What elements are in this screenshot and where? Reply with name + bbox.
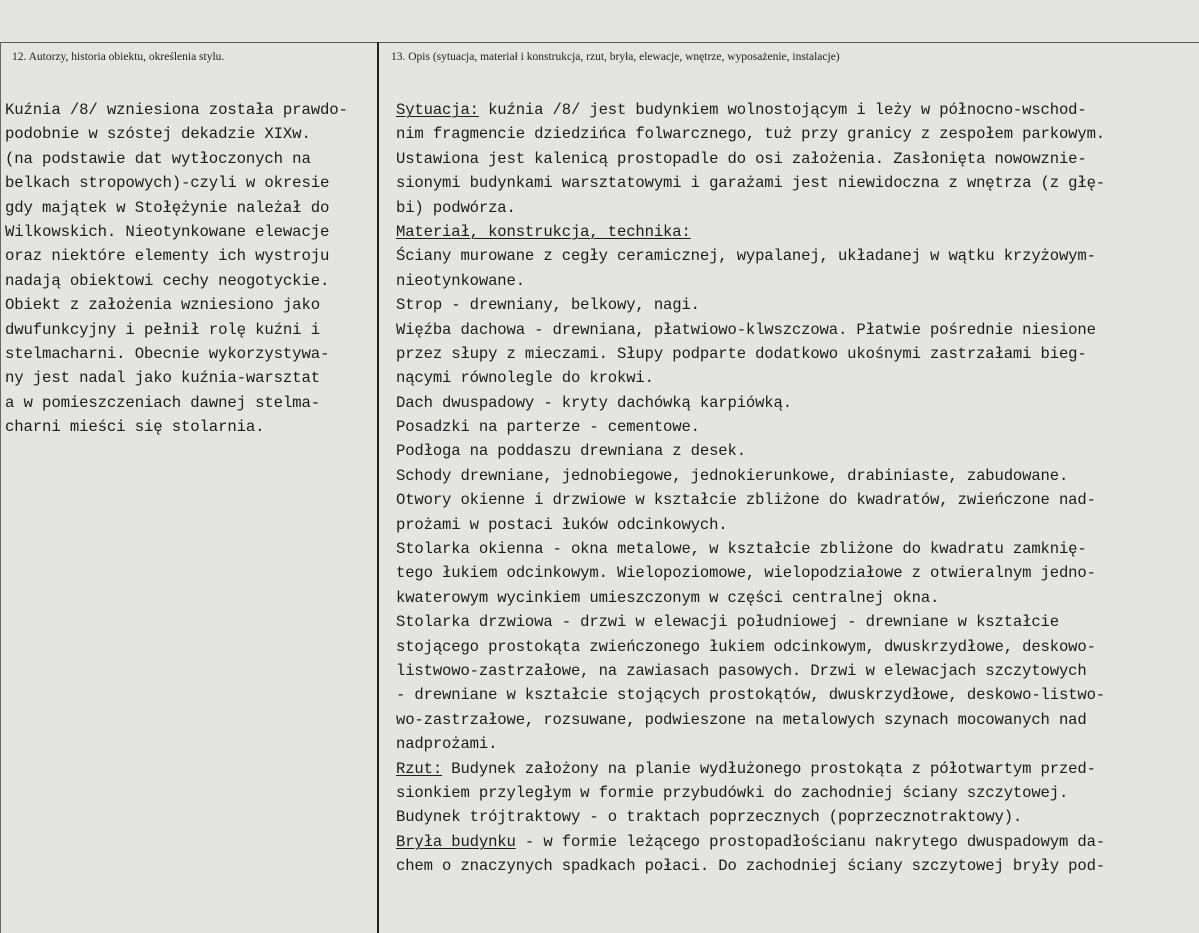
description-text: nadprożami. [396, 735, 498, 754]
history-text-line: a w pomieszczeniach dawnej stelma- [5, 393, 320, 412]
description-text: bi) podwórza. [396, 198, 516, 217]
history-text-line: Kuźnia /8/ wzniesiona została prawdo- [5, 101, 348, 119]
description-text: sionymi budynkami warsztatowymi i garażami jest niewidoczna z wnętrza (z głę- [396, 174, 1105, 193]
section-heading: Materiał, konstrukcja, technika: [396, 222, 691, 241]
description-text: kuźnia /8/ jest budynkiem wolnostojącym i leży w północno-wschod- [478, 101, 1087, 119]
left-border [0, 42, 1, 933]
description-text-line [396, 122, 1105, 146]
description-text-line [396, 98, 1105, 122]
description-text-line [396, 464, 1105, 488]
description-text-line [396, 269, 1105, 293]
description-text: Budynek założony na planie wydłużonego prostokąta z półotwartym przed- [442, 759, 1096, 778]
description-text-line [396, 586, 1105, 610]
description-text-line [396, 610, 1105, 634]
description-text: - drewniane w kształcie stojących prostokątów, dwuskrzydłowe, deskowo-listwo- [396, 686, 1105, 705]
description-text: tego łukiem odcinkowym. Wielopoziomowe, wielopodziałowe z otwieralnym jedno- [396, 564, 1096, 583]
section-heading: Bryła budynku [396, 832, 516, 851]
description-text: listwowo-zastrzałowe, na zawiasach pasowych. Drzwi w elewacjach szczytowych [396, 661, 1087, 680]
description-text-line [396, 659, 1105, 683]
description-text: Dach dwuspadowy - kryty dachówką karpiówką. [396, 393, 792, 412]
history-text-line: dwufunkcyjny i pełnił rolę kuźni i [5, 320, 320, 339]
column-divider [377, 42, 379, 933]
description-text-line [396, 147, 1105, 171]
description-text: Stolarka okienna - okna metalowe, w kształcie zbliżone do kwadratu zamknię- [396, 540, 1087, 559]
description-text-line [396, 805, 1105, 829]
history-text-line: oraz niektóre elementy ich wystroju [5, 247, 330, 266]
description-text: nim fragmencie dziedzińca folwarcznego, tuż przy granicy z zespołem parkowym. [396, 125, 1105, 144]
description-text-line [396, 342, 1105, 366]
description-text: Otwory okienne i drzwiowe w kształcie zbliżone do kwadratów, zwieńczone nad- [396, 491, 1096, 510]
description-text: sionkiem przyległym w formie przybudówki do zachodniej ściany szczytowej. [396, 783, 1069, 802]
description-text: wo-zastrzałowe, rozsuwane, podwieszone na metalowych szynach mocowanych nad [396, 710, 1087, 729]
history-text-line: (na podstawie dat wytłoczonych na [5, 149, 311, 168]
description-text-line [396, 513, 1105, 537]
description-text-line [396, 391, 1105, 415]
field-13-header: 13. Opis (sytuacja, materiał i konstrukcja, rzut, bryła, elewacje, wnętrze, wyposażenie, instalacje) [391, 51, 840, 63]
section-heading: Sytuacja: [396, 101, 479, 119]
description-text: Budynek trójtraktowy - o traktach poprzecznych (poprzecznotraktowy). [396, 808, 1023, 827]
history-text-line: nadają obiektowi cechy neogotyckie. [5, 271, 330, 290]
history-text-line: belkach stropowych)-czyli w okresie [5, 174, 330, 193]
description-text-line [396, 488, 1105, 512]
description-text-line [396, 244, 1105, 268]
description-text: kwaterowym wycinkiem umieszczonym w części centralnej okna. [396, 588, 940, 607]
description-text: nącymi równolegle do krokwi. [396, 369, 654, 388]
section-heading: Rzut: [396, 759, 443, 778]
description-text-line [396, 318, 1105, 342]
field-12-header: 12. Autorzy, historia obiektu, określenia stylu. [12, 51, 225, 63]
description-text: Posadzki na parterze - cementowe. [396, 418, 700, 437]
description-text-line [396, 683, 1105, 707]
description-text-line [396, 220, 1105, 244]
description-text: Schody drewniane, jednobiegowe, jednokierunkowe, drabiniaste, zabudowane. [396, 466, 1069, 485]
description-text-line [396, 708, 1105, 732]
description-text-line [396, 781, 1105, 805]
description-text: Stolarka drzwiowa - drzwi w elewacji południowej - drewniane w kształcie [396, 613, 1059, 632]
description-text: - w formie leżącego prostopadłościanu nakrytego dwuspadowym da- [515, 832, 1106, 851]
description-text: Podłoga na poddaszu drewniana z desek. [396, 442, 746, 461]
description-text-line [396, 439, 1105, 463]
field-13-text [396, 98, 1105, 879]
history-text-line: Wilkowskich. Nieotynkowane elewacje [5, 222, 330, 241]
description-text-line [396, 171, 1105, 195]
description-text: nieotynkowane. [396, 271, 525, 290]
history-text-line: charni mieści się stolarnia. [5, 418, 265, 437]
description-text: Więźba dachowa - drewniana, płatwiowo-klwszczowa. Płatwie pośrednie niesione [396, 320, 1096, 339]
description-text-line [396, 561, 1105, 585]
description-text-line [396, 366, 1105, 390]
description-text-line [396, 732, 1105, 756]
description-text: Ustawiona jest kalenicą prostopadle do osi założenia. Zasłonięta nowowznie- [396, 149, 1087, 168]
description-text: stojącego prostokąta zwieńczonego łukiem odcinkowym, dwuskrzydłowe, deskowo- [396, 637, 1096, 656]
description-text-line [396, 537, 1105, 561]
history-text-line: gdy majątek w Stołężynie należał do [5, 198, 330, 217]
description-text: prożami w postaci łuków odcinkowych. [396, 515, 728, 534]
history-text-line: podobnie w szóstej dekadzie XIXw. [5, 125, 311, 144]
history-text-line: Obiekt z założenia wzniesiono jako [5, 296, 320, 315]
description-text-line [396, 830, 1105, 854]
description-text: przez słupy z mieczami. Słupy podparte dodatkowo ukośnymi zastrzałami bieg- [396, 344, 1087, 363]
description-text-line [396, 415, 1105, 439]
description-text-line [396, 196, 1105, 220]
description-text: Ściany murowane z cegły ceramicznej, wypalanej, układanej w wątku krzyżowym- [396, 247, 1096, 266]
header-rule [0, 42, 1199, 43]
description-text: chem o znaczynych spadkach połaci. Do zachodniej ściany szczytowej bryły pod- [396, 857, 1105, 876]
description-text-line [396, 757, 1105, 781]
description-text: Strop - drewniany, belkowy, nagi. [396, 296, 700, 315]
history-text-line: stelmacharni. Obecnie wykorzystywa- [5, 344, 330, 363]
description-text-line [396, 635, 1105, 659]
field-12-text [5, 98, 348, 439]
description-text-line [396, 854, 1105, 878]
description-text-line [396, 293, 1105, 317]
history-text-line: ny jest nadal jako kuźnia-warsztat [5, 369, 320, 388]
